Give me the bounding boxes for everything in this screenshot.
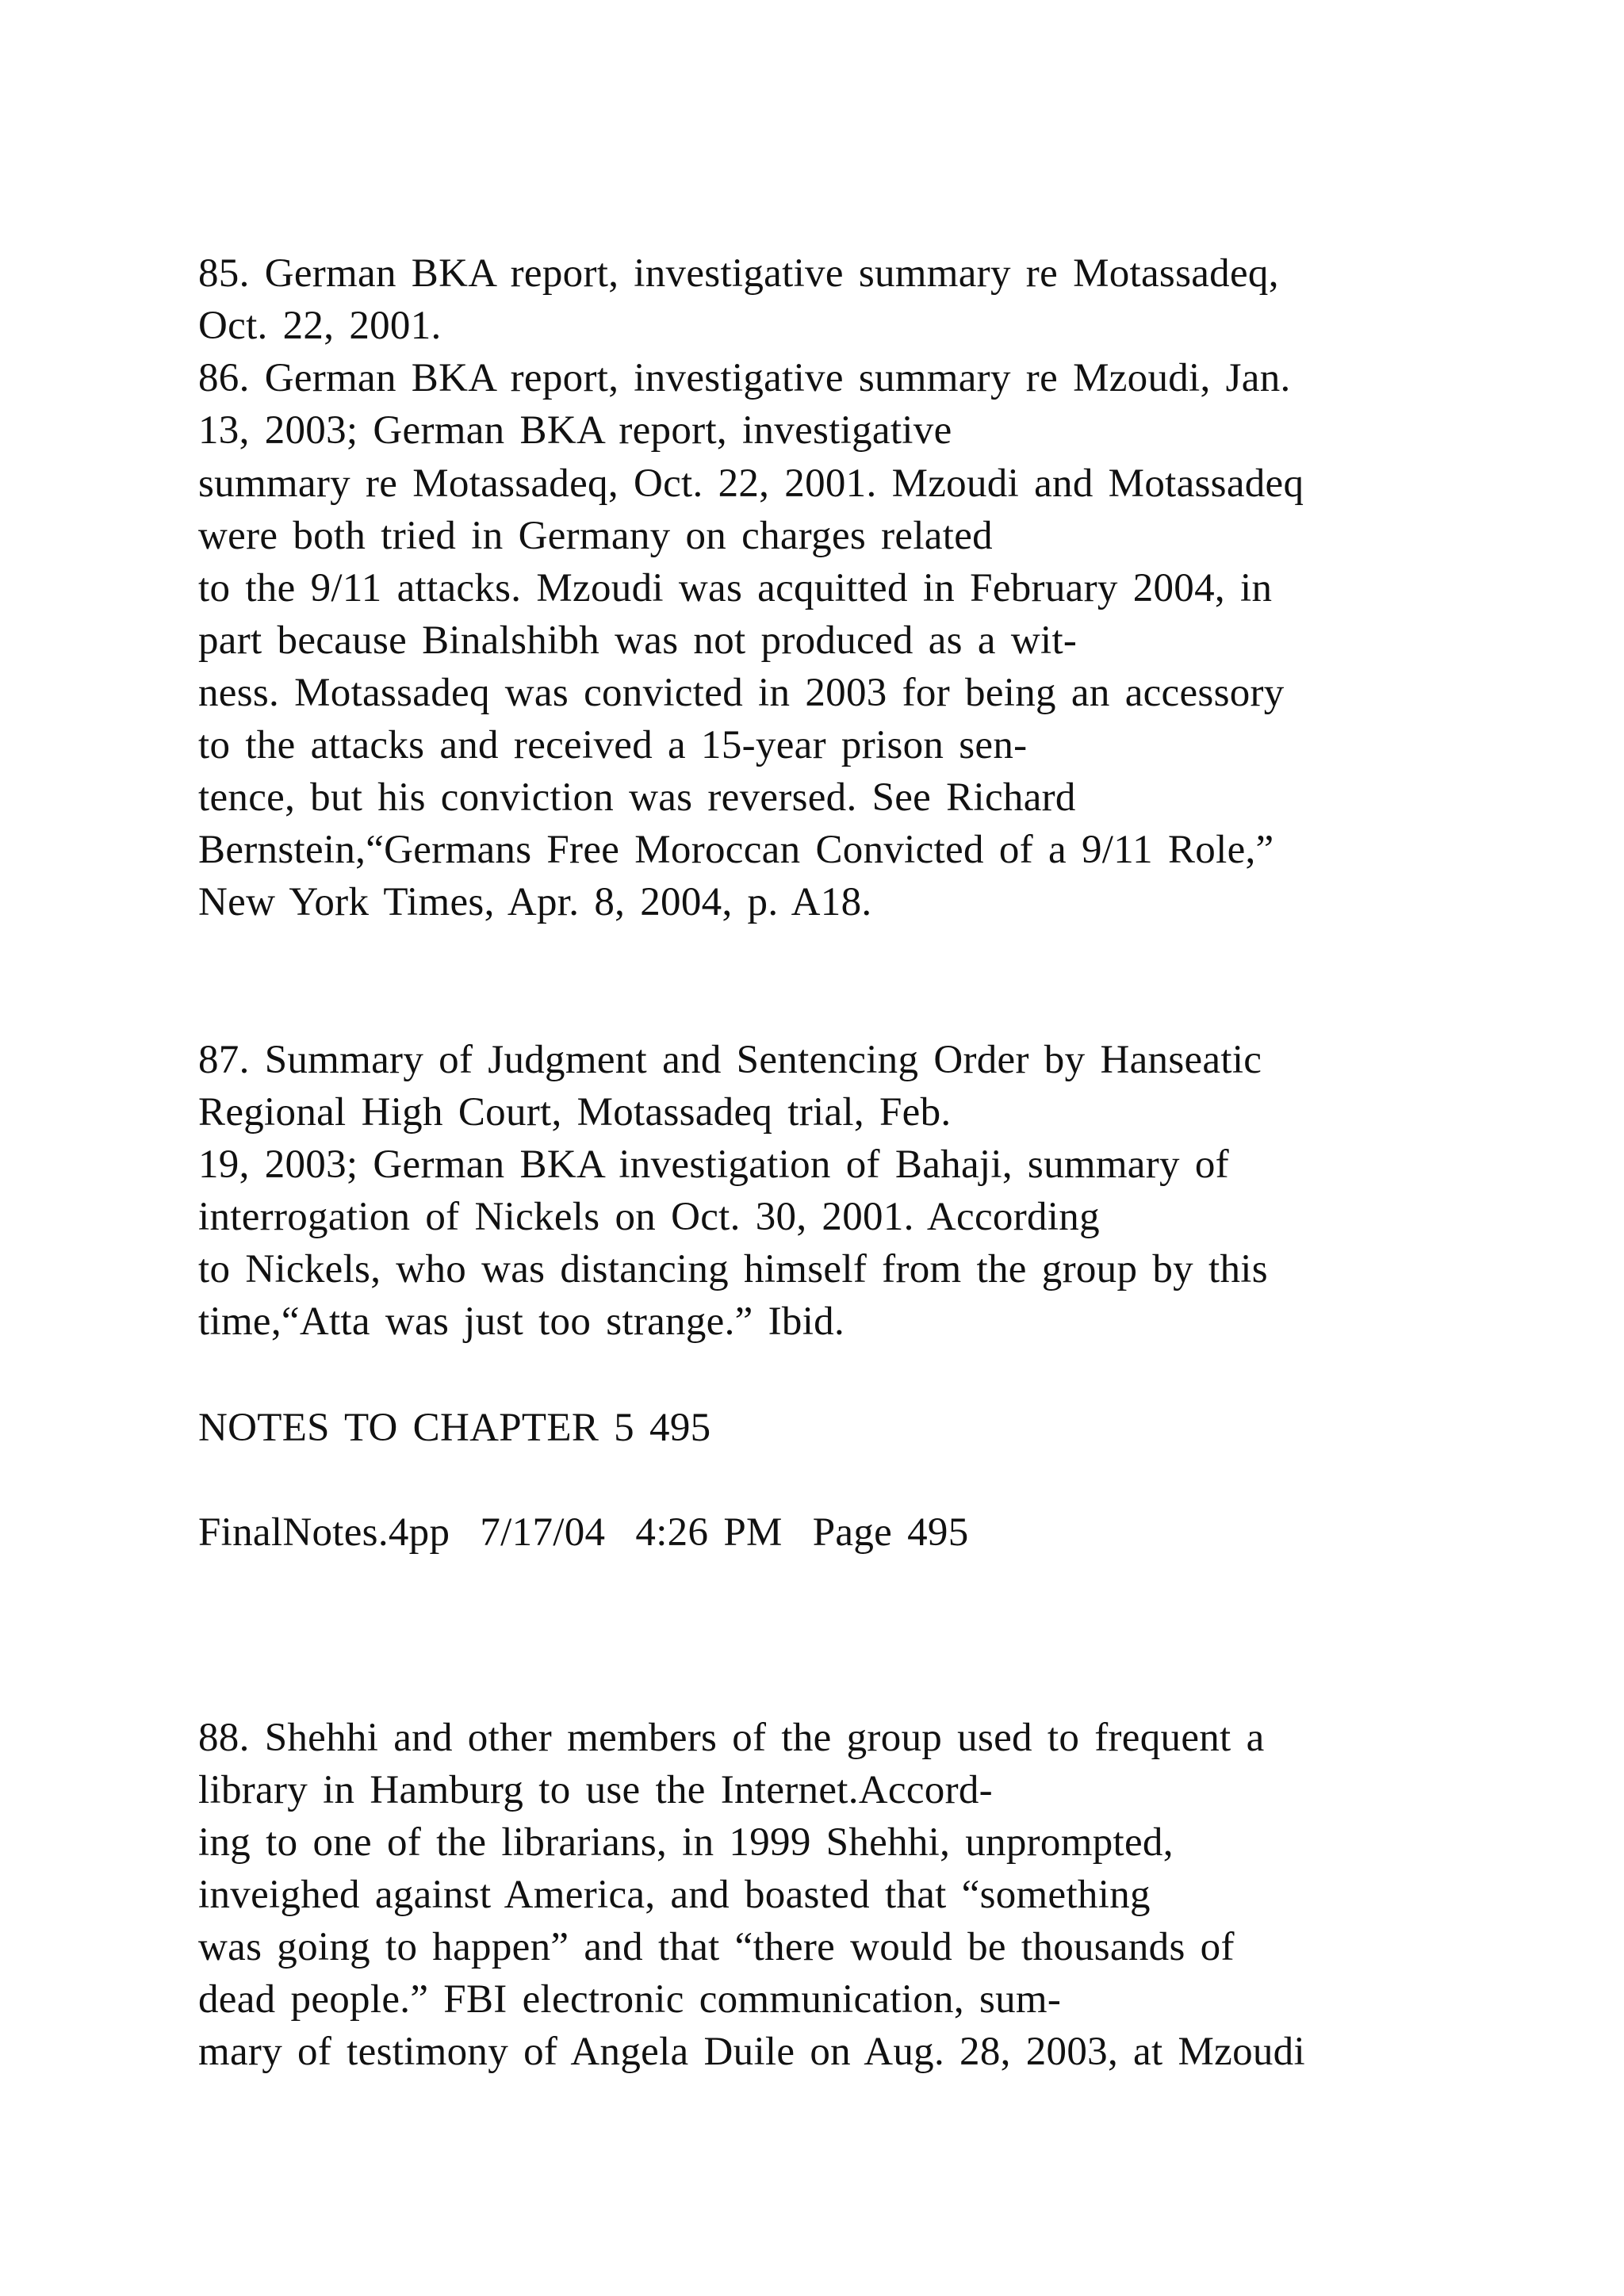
text-line: was going to happen” and that “there would be thousands of	[198, 1925, 1235, 1969]
text-line: to Nickels, who was distancing himself from the group by this	[198, 1247, 1268, 1292]
text-line: time,“Atta was just too strange.” Ibid.	[198, 1299, 845, 1344]
text-line: to the 9/11 attacks. Mzoudi was acquitted in February 2004, in	[198, 566, 1273, 610]
slug-text: FinalNotes.4pp 7/17/04 4:26 PM Page 495	[198, 1510, 969, 1555]
note-87	[198, 1034, 1467, 1348]
note-85-86-start	[198, 247, 1467, 457]
text-line: 13, 2003; German BKA report, investigative	[198, 408, 952, 453]
text-line: mary of testimony of Angela Duile on Aug. 28, 2003, at Mzoudi	[198, 2030, 1305, 2074]
text-line: inveighed against America, and boasted that “something	[198, 1873, 1151, 1917]
footer-line: NOTES TO CHAPTER 5 495	[198, 1406, 711, 1450]
text-line: library in Hamburg to use the Internet.Accord-	[198, 1768, 993, 1812]
text-line: to the attacks and received a 15-year prison sen-	[198, 723, 1028, 767]
text-line: 85. German BKA report, investigative summary re Motassadeq,	[198, 251, 1279, 296]
text-line: 87. Summary of Judgment and Sentencing Order by Hanseatic	[198, 1038, 1262, 1082]
text-line: Regional High Court, Motassadeq trial, Feb.	[198, 1090, 952, 1135]
text-line: 19, 2003; German BKA investigation of Bahaji, summary of	[198, 1142, 1229, 1187]
text-line: were both tried in Germany on charges related	[198, 514, 993, 558]
text-line: part because Binalshibh was not produced as a wit-	[198, 618, 1078, 663]
slug-line	[198, 1506, 1467, 1559]
text-line: ing to one of the librarians, in 1999 Shehhi, unprompted,	[198, 1820, 1174, 1865]
text-line: 86. German BKA report, investigative summary re Mzoudi, Jan.	[198, 356, 1291, 400]
text-line: New York Times, Apr. 8, 2004, p. A18.	[198, 880, 872, 924]
text-line: 88. Shehhi and other members of the group used to frequent a	[198, 1716, 1265, 1760]
text-line: interrogation of Nickels on Oct. 30, 2001. According	[198, 1195, 1100, 1239]
text-line: ness. Motassadeq was convicted in 2003 for being an accessory	[198, 671, 1285, 715]
note-86-continuation	[198, 457, 1467, 928]
text-line: summary re Motassadeq, Oct. 22, 2001. Mzoudi and Motassadeq	[198, 461, 1304, 506]
note-88	[198, 1712, 1467, 2078]
text-line: dead people.” FBI electronic communication, sum-	[198, 1977, 1062, 2022]
text-line: tence, but his conviction was reversed. See Richard	[198, 775, 1076, 820]
running-footer	[198, 1402, 1467, 1454]
text-line: Bernstein,“Germans Free Moroccan Convicted of a 9/11 Role,”	[198, 828, 1274, 872]
text-line: Oct. 22, 2001.	[198, 304, 442, 348]
